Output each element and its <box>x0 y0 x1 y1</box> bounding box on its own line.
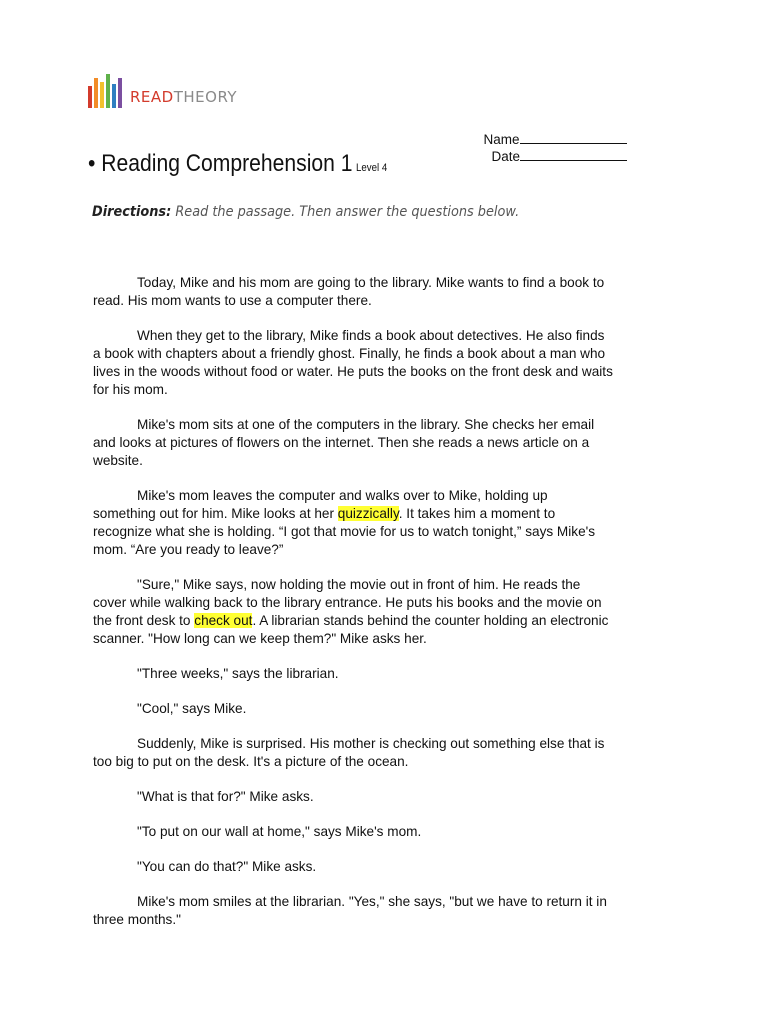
paragraph-text: "You can do that?" Mike asks. <box>137 859 317 874</box>
paragraph-text: Mike's mom leaves the computer and walks over to Mike, holding up something out for him. Mike looks at her <box>93 488 548 521</box>
highlighted-word: quizzically <box>337 506 399 521</box>
passage-paragraph <box>93 665 613 683</box>
readtheory-logo <box>88 74 237 108</box>
paragraph-text: . It takes him a moment to recognize what she is holding. “I got that movie for us to watch tonight,” says Mike's mom. “Are you ready to leave?” <box>93 506 596 557</box>
logo-bar <box>106 74 110 108</box>
paragraph-text: Mike's mom sits at one of the computers in the library. She checks her email and looks at pictures of flowers on the internet. Then she reads a news article on a website. <box>93 417 595 468</box>
paragraph-text: "What is that for?" Mike asks. <box>137 789 314 804</box>
logo-bars-icon <box>88 74 122 108</box>
directions-text: Read the passage. Then answer the questions below. <box>175 204 520 220</box>
page-title <box>88 150 387 178</box>
passage-paragraph <box>93 893 613 929</box>
directions-label: Directions: <box>92 204 172 220</box>
passage-paragraph <box>93 823 613 841</box>
paragraph-text: "Three weeks," says the librarian. <box>137 666 339 681</box>
passage-paragraph <box>93 274 613 310</box>
passage-paragraph <box>93 735 613 771</box>
highlighted-word: check out <box>194 613 253 628</box>
passage-paragraph <box>93 788 613 806</box>
passage-paragraph <box>93 487 613 559</box>
passage-paragraph <box>93 327 613 399</box>
title-text: • Reading Comprehension 1 <box>88 150 353 177</box>
paragraph-text: Today, Mike and his mom are going to the library. Mike wants to find a book to read. His mom wants to use a computer there. <box>93 275 605 308</box>
passage-paragraph <box>93 858 613 876</box>
passage-paragraph <box>93 576 613 648</box>
paragraph-text: "Sure," Mike says, now holding the movie out in front of him. He reads the cover while walking back to the library entrance. He puts his books and the movie on the front desk to <box>93 577 602 628</box>
level-label: Level 4 <box>356 162 388 174</box>
logo-bar <box>94 78 98 108</box>
date-field[interactable] <box>484 133 627 164</box>
passage-paragraph <box>93 416 613 470</box>
reading-passage <box>93 274 613 946</box>
date-label: Date <box>491 149 521 164</box>
directions <box>92 204 519 220</box>
logo-bar <box>88 86 92 108</box>
paragraph-text: When they get to the library, Mike finds a book about detectives. He also finds a book with chapters about a friendly ghost. Finally, he finds a book about a man who lives in the woods without food or water. He puts the books on the front desk and waits for his mom. <box>93 328 613 397</box>
logo-bar <box>118 78 122 108</box>
paragraph-text: "Cool," says Mike. <box>137 701 247 716</box>
logo-bar <box>100 82 104 108</box>
logo-wordmark: READTHEORY <box>130 88 238 106</box>
paragraph-text: . A librarian stands behind the counter holding an electronic scanner. "How long can we keep them?" Mike asks her. <box>93 613 609 646</box>
logo-bar <box>112 84 116 108</box>
paragraph-text: Mike's mom smiles at the librarian. "Yes," she says, "but we have to return it in three months." <box>93 894 607 927</box>
passage-paragraph <box>93 700 613 718</box>
name-label: Name <box>483 132 520 147</box>
paragraph-text: Suddenly, Mike is surprised. His mother is checking out something else that is too big to put on the desk. It's a picture of the ocean. <box>93 736 605 769</box>
paragraph-text: "To put on our wall at home," says Mike's mom. <box>137 824 422 839</box>
date-line <box>520 148 627 161</box>
